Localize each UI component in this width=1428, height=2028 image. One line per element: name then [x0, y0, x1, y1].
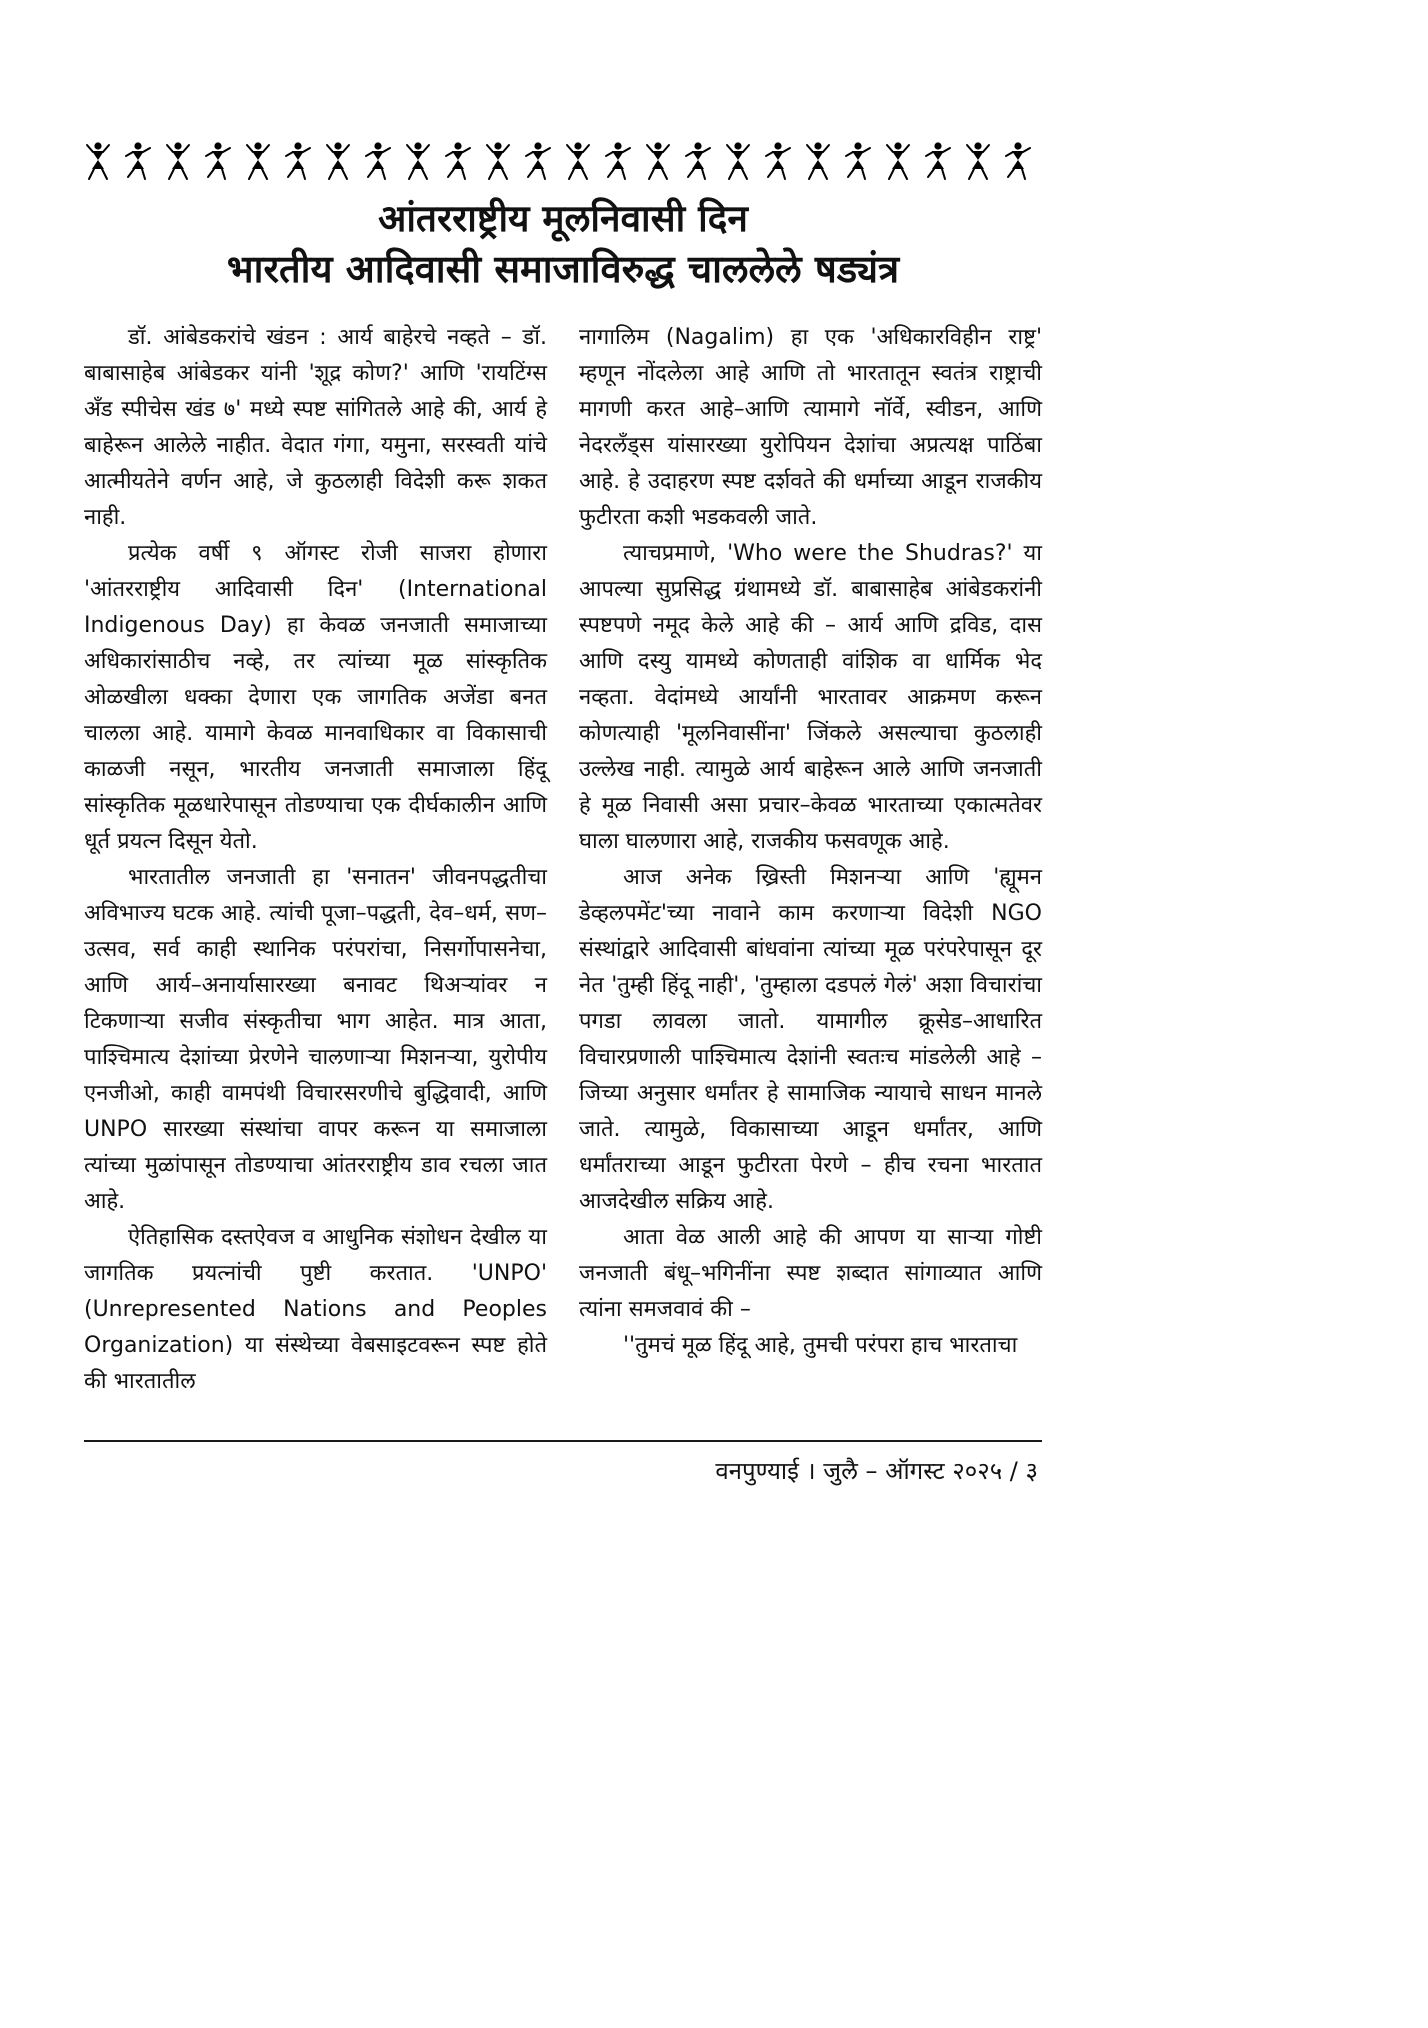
paragraph: आता वेळ आली आहे की आपण या साऱ्या गोष्टी जनजाती बंधू–भगिनींना स्पष्ट शब्दात सांगाव्यात आणि त्यांना समजवावं की – — [579, 1224, 1042, 1322]
article-title-line1: आंतरराष्ट्रीय मूलनिवासी दिन — [378, 197, 748, 240]
paragraph: ''तुमचं मूळ हिंदू आहे, तुमची परंपरा हाच भारताचा — [623, 1332, 1018, 1358]
page-content — [84, 140, 1042, 1487]
article-title-line2: भारतीय आदिवासी समाजाविरुद्ध चाललेले षड्यंत्र — [226, 247, 900, 292]
article-title — [84, 196, 1042, 294]
paragraph: नागालिम (Nagalim) हा एक 'अधिकारविहीन राष्ट्र' म्हणून नोंदलेला आहे आणि तो भारतातून स्वतंत्र राष्ट्राची मागणी करत आहे–आणि त्यामागे नॉर्वे, स्वीडन, आणि नेदरलँड्स यांसारख्या युरोपियन देशांचा अप्रत्यक्ष पाठिंबा आहे. हे उदाहरण स्पष्ट दर्शवते की धर्माच्या आडून राजकीय फुटीरता कशी भडकवली जाते. — [579, 324, 1042, 530]
page-footer: वनपुण्याई । जुलै – ऑगस्ट २०२५ / ३ — [715, 1456, 1038, 1485]
article-body — [84, 320, 1042, 1400]
right-column — [579, 320, 1042, 1400]
footer-divider — [84, 1440, 1042, 1442]
paragraph: भारतातील जनजाती हा 'सनातन' जीवनपद्धतीचा अविभाज्य घटक आहे. त्यांची पूजा–पद्धती, देव–धर्म, सण–उत्सव, सर्व काही स्थानिक परंपरांचा, निसर्गोपासनेचा, आणि आर्य–अनार्यासारख्या बनावट थिअऱ्यांवर न टिकणाऱ्या सजीव संस्कृतीचा भाग आहेत. मात्र आता, पाश्चिमात्य देशांच्या प्रेरणेने चालणाऱ्या मिशनऱ्या, युरोपीय एनजीओ, काही वामपंथी विचारसरणीचे बुद्धिवादी, आणि UNPO सारख्या संस्थांचा वापर करून या समाजाला त्यांच्या मुळांपासून तोडण्याचा आंतरराष्ट्रीय डाव रचला जात आहे. — [84, 864, 547, 1214]
warli-dancers-border-icon — [84, 140, 1042, 182]
left-column — [84, 320, 547, 1400]
paragraph: आज अनेक ख्रिस्ती मिशनऱ्या आणि 'ह्यूमन डेव्हलपमेंट'च्या नावाने काम करणाऱ्या विदेशी NGO संस्थांद्वारे आदिवासी बांधवांना त्यांच्या मूळ परंपरेपासून दूर नेत 'तुम्ही हिंदू नाही', 'तुम्हाला दडपलं गेलं' अशा विचारांचा पगडा लावला जातो. यामागील क्रूसेड–आधारित विचारप्रणाली पाश्चिमात्य देशांनी स्वतःच मांडलेली आहे – जिच्या अनुसार धर्मांतर हे सामाजिक न्यायाचे साधन मानले जाते. त्यामुळे, विकासाच्या आडून धर्मांतर, आणि धर्मांतराच्या आडून फुटीरता पेरणे – हीच रचना भारतात आजदेखील सक्रिय आहे. — [579, 864, 1042, 1214]
paragraph: ऐतिहासिक दस्तऐवज व आधुनिक संशोधन देखील या जागतिक प्रयत्नांची पुष्टी करतात. 'UNPO' (Unrepresented Nations and Peoples Organization) या संस्थेच्या वेबसाइटवरून स्पष्ट होते की भारतातील — [84, 1224, 547, 1394]
paragraph: प्रत्येक वर्षी ९ ऑगस्ट रोजी साजरा होणारा 'आंतरराष्ट्रीय आदिवासी दिन' (International Indigenous Day) हा केवळ जनजाती समाजाच्या अधिकारांसाठीच नव्हे, तर त्यांच्या मूळ सांस्कृतिक ओळखीला धक्का देणारा एक जागतिक अजेंडा बनत चालला आहे. यामागे केवळ मानवाधिकार वा विकासाची काळजी नसून, भारतीय जनजाती समाजाला हिंदू सांस्कृतिक मूळधारेपासून तोडण्याचा एक दीर्घकालीन आणि धूर्त प्रयत्न दिसून येतो. — [84, 540, 547, 854]
paragraph: त्याचप्रमाणे, 'Who were the Shudras?' या आपल्या सुप्रसिद्ध ग्रंथामध्ये डॉ. बाबासाहेब आंबेडकरांनी स्पष्टपणे नमूद केले आहे की – आर्य आणि द्रविड, दास आणि दस्यु यामध्ये कोणताही वांशिक वा धार्मिक भेद नव्हता. वेदांमध्ये आर्यांनी भारतावर आक्रमण करून कोणत्याही 'मूलनिवासींना' जिंकले असल्याचा कुठलाही उल्लेख नाही. त्यामुळे आर्य बाहेरून आले आणि जनजाती हे मूळ निवासी असा प्रचार–केवळ भारताच्या एकात्मतेवर घाला घालणारा आहे, राजकीय फसवणूक आहे. — [579, 540, 1042, 854]
paragraph: डॉ. आंबेडकरांचे खंडन : आर्य बाहेरचे नव्हते – डॉ. बाबासाहेब आंबेडकर यांनी 'शूद्र कोण?' आणि 'रायटिंग्स अँड स्पीचेस खंड ७' मध्ये स्पष्ट सांगितले आहे की, आर्य हे बाहेरून आलेले नाहीत. वेदात गंगा, यमुना, सरस्वती यांचे आत्मीयतेने वर्णन आहे, जे कुठलाही विदेशी करू शकत नाही. — [84, 324, 547, 530]
